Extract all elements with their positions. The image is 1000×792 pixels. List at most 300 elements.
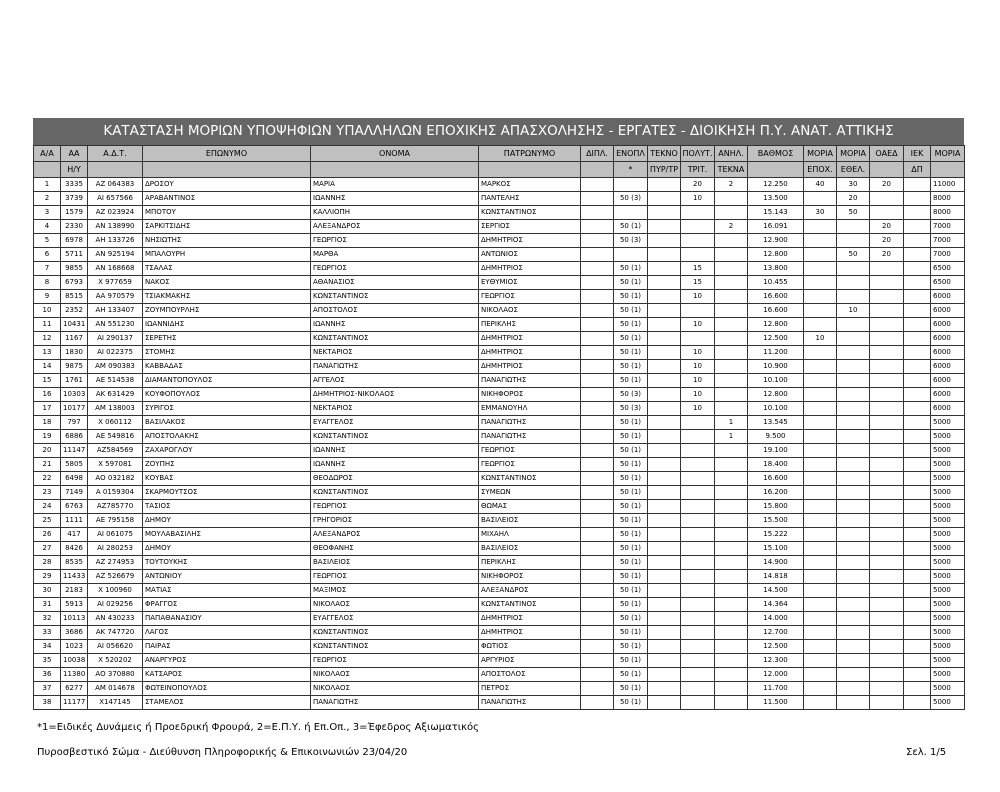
cell-moria-ethel <box>837 514 870 528</box>
page-number: Σελ. 1/5 <box>906 747 947 758</box>
cell-polyt <box>681 668 715 682</box>
cell-surname: ΝΗΣΙΩΤΗΣ <box>143 234 311 248</box>
cell-dipl <box>581 514 614 528</box>
cell-vathmos: 10.900 <box>748 360 804 374</box>
cell-moria-epox <box>804 514 837 528</box>
cell-oaed <box>870 458 904 472</box>
cell-aa: 11 <box>34 318 61 332</box>
cell-moria-ethel <box>837 388 870 402</box>
cell-surname: ΔΗΜΟΥ <box>143 514 311 528</box>
cell-oaed <box>870 570 904 584</box>
cell-vathmos: 12.300 <box>748 654 804 668</box>
cell-aa: 33 <box>34 626 61 640</box>
col-subheader-polyt: ΤΡΙΤ. <box>681 162 715 178</box>
cell-aa-hy: 1167 <box>61 332 88 346</box>
cell-moria-epox <box>804 234 837 248</box>
cell-aa: 6 <box>34 248 61 262</box>
cell-dipl <box>581 192 614 206</box>
cell-aa: 1 <box>34 178 61 192</box>
cell-patronymic: ΜΑΡΚΟΣ <box>479 178 581 192</box>
cell-aa: 3 <box>34 206 61 220</box>
cell-patronymic: ΘΩΜΑΣ <box>479 500 581 514</box>
cell-aa: 35 <box>34 654 61 668</box>
table-body <box>34 178 965 710</box>
cell-oaed <box>870 626 904 640</box>
cell-polyt: 10 <box>681 346 715 360</box>
cell-aa: 4 <box>34 220 61 234</box>
cell-tekno-pyr <box>648 276 681 290</box>
cell-surname: ΚΑΤΣΑΡΟΣ <box>143 668 311 682</box>
cell-surname: ΠΑΙΡΑΣ <box>143 640 311 654</box>
cell-vathmos: 12.000 <box>748 668 804 682</box>
col-subheader-moria-ethel: ΕΘΕΛ. <box>837 162 870 178</box>
cell-anil <box>715 248 748 262</box>
cell-adt: ΑΙ 290137 <box>88 332 143 346</box>
cell-moria: 5000 <box>931 472 965 486</box>
cell-patronymic: ΑΛΕΞΑΝΔΡΟΣ <box>479 584 581 598</box>
cell-aa-hy: 7149 <box>61 486 88 500</box>
cell-aa-hy: 10303 <box>61 388 88 402</box>
cell-enopl: 50 (1) <box>614 528 648 542</box>
cell-enopl: 50 (1) <box>614 430 648 444</box>
cell-moria: 5000 <box>931 654 965 668</box>
cell-enopl: 50 (1) <box>614 304 648 318</box>
col-header-moria: ΜΟΡΙΑ <box>931 146 965 162</box>
cell-vathmos: 18.400 <box>748 458 804 472</box>
cell-vathmos: 11.500 <box>748 696 804 710</box>
col-header-aa-hy: ΑΑ <box>61 146 88 162</box>
cell-moria-ethel <box>837 640 870 654</box>
cell-patronymic: ΓΕΩΡΓΙΟΣ <box>479 444 581 458</box>
col-header-anil: ΑΝΗΛ. <box>715 146 748 162</box>
cell-name: ΓΕΩΡΓΙΟΣ <box>311 654 479 668</box>
cell-tekno-pyr <box>648 332 681 346</box>
cell-iek <box>904 360 931 374</box>
cell-aa-hy: 11177 <box>61 696 88 710</box>
cell-moria-epox <box>804 626 837 640</box>
cell-iek <box>904 318 931 332</box>
cell-iek <box>904 682 931 696</box>
cell-dipl <box>581 234 614 248</box>
cell-enopl: 50 (1) <box>614 542 648 556</box>
cell-oaed: 20 <box>870 220 904 234</box>
cell-dipl <box>581 444 614 458</box>
cell-aa: 38 <box>34 696 61 710</box>
header-row-top <box>34 146 965 162</box>
cell-enopl: 50 (1) <box>614 416 648 430</box>
cell-moria-ethel <box>837 556 870 570</box>
cell-enopl: 50 (1) <box>614 654 648 668</box>
cell-enopl: 50 (1) <box>614 640 648 654</box>
cell-tekno-pyr <box>648 416 681 430</box>
cell-adt: Α 0159304 <box>88 486 143 500</box>
cell-oaed <box>870 192 904 206</box>
cell-adt: ΑΙ 029256 <box>88 598 143 612</box>
cell-aa-hy: 2183 <box>61 584 88 598</box>
cell-adt: ΑΖ 526679 <box>88 570 143 584</box>
cell-patronymic: ΝΙΚΟΛΑΟΣ <box>479 304 581 318</box>
cell-name: ΜΑΞΙΜΟΣ <box>311 584 479 598</box>
cell-moria-epox <box>804 388 837 402</box>
cell-aa: 28 <box>34 556 61 570</box>
cell-oaed: 20 <box>870 178 904 192</box>
cell-surname: ΤΑΣΙΟΣ <box>143 500 311 514</box>
cell-moria-ethel <box>837 374 870 388</box>
cell-name: ΕΥΑΓΓΕΛΟΣ <box>311 416 479 430</box>
table-row <box>34 584 965 598</box>
cell-patronymic: ΠΕΡΙΚΛΗΣ <box>479 318 581 332</box>
cell-dipl <box>581 402 614 416</box>
cell-adt: ΑΙ 056620 <box>88 640 143 654</box>
cell-iek <box>904 178 931 192</box>
cell-aa: 32 <box>34 612 61 626</box>
cell-aa: 12 <box>34 332 61 346</box>
cell-adt: ΑΗ 133407 <box>88 304 143 318</box>
cell-moria-ethel <box>837 458 870 472</box>
cell-name: ΙΩΑΝΝΗΣ <box>311 318 479 332</box>
cell-dipl <box>581 388 614 402</box>
cell-iek <box>904 556 931 570</box>
cell-dipl <box>581 360 614 374</box>
cell-vathmos: 14.900 <box>748 556 804 570</box>
cell-iek <box>904 402 931 416</box>
cell-vathmos: 12.500 <box>748 640 804 654</box>
cell-surname: ΔΗΜΟΥ <box>143 542 311 556</box>
cell-moria-ethel <box>837 584 870 598</box>
cell-oaed <box>870 346 904 360</box>
cell-patronymic: ΔΗΜΗΤΡΙΟΣ <box>479 626 581 640</box>
cell-moria-ethel <box>837 612 870 626</box>
table-row <box>34 304 965 318</box>
cell-anil <box>715 374 748 388</box>
cell-iek <box>904 290 931 304</box>
table-row <box>34 416 965 430</box>
cell-enopl: 50 (1) <box>614 444 648 458</box>
cell-surname: ΤΣΑΛΑΣ <box>143 262 311 276</box>
cell-tekno-pyr <box>648 248 681 262</box>
cell-anil <box>715 626 748 640</box>
cell-tekno-pyr <box>648 654 681 668</box>
cell-aa-hy: 6793 <box>61 276 88 290</box>
points-table-sheet <box>33 118 964 710</box>
cell-anil: 2 <box>715 178 748 192</box>
cell-iek <box>904 332 931 346</box>
cell-moria-ethel <box>837 332 870 346</box>
cell-enopl: 50 (1) <box>614 360 648 374</box>
cell-adt: ΑΚ 747720 <box>88 626 143 640</box>
cell-moria: 5000 <box>931 570 965 584</box>
cell-oaed <box>870 598 904 612</box>
cell-aa: 2 <box>34 192 61 206</box>
cell-name: ΝΕΚΤΑΡΙΟΣ <box>311 346 479 360</box>
cell-moria-ethel <box>837 528 870 542</box>
cell-oaed <box>870 360 904 374</box>
cell-vathmos: 12.800 <box>748 248 804 262</box>
col-header-enopl: ΕΝΟΠΛ <box>614 146 648 162</box>
cell-surname: ΝΑΚΟΣ <box>143 276 311 290</box>
cell-vathmos: 10.100 <box>748 402 804 416</box>
cell-vathmos: 14.000 <box>748 612 804 626</box>
cell-oaed <box>870 640 904 654</box>
cell-enopl: 50 (1) <box>614 332 648 346</box>
table-row <box>34 234 965 248</box>
cell-iek <box>904 570 931 584</box>
col-subheader-vathmos <box>748 162 804 178</box>
cell-patronymic: ΔΗΜΗΤΡΙΟΣ <box>479 332 581 346</box>
cell-vathmos: 19.100 <box>748 444 804 458</box>
cell-adt: ΑΟ 370880 <box>88 668 143 682</box>
cell-surname: ΣΥΡΙΓΟΣ <box>143 402 311 416</box>
cell-dipl <box>581 682 614 696</box>
cell-adt: ΑΝ 168668 <box>88 262 143 276</box>
cell-enopl: 50 (1) <box>614 696 648 710</box>
cell-polyt: 10 <box>681 192 715 206</box>
cell-moria-ethel <box>837 486 870 500</box>
cell-moria: 5000 <box>931 696 965 710</box>
cell-moria: 6000 <box>931 346 965 360</box>
cell-iek <box>904 626 931 640</box>
cell-name: ΚΩΝΣΤΑΝΤΙΝΟΣ <box>311 626 479 640</box>
cell-patronymic: ΠΑΝΑΓΙΩΤΗΣ <box>479 416 581 430</box>
cell-vathmos: 12.900 <box>748 234 804 248</box>
cell-oaed <box>870 304 904 318</box>
cell-dipl <box>581 248 614 262</box>
table-row <box>34 332 965 346</box>
cell-vathmos: 11.200 <box>748 346 804 360</box>
cell-aa-hy: 8515 <box>61 290 88 304</box>
cell-anil: 2 <box>715 220 748 234</box>
cell-polyt <box>681 528 715 542</box>
cell-dipl <box>581 472 614 486</box>
table-row <box>34 626 965 640</box>
cell-moria-epox <box>804 696 837 710</box>
cell-moria: 6500 <box>931 262 965 276</box>
cell-aa: 34 <box>34 640 61 654</box>
cell-enopl: 50 (1) <box>614 374 648 388</box>
cell-moria-ethel <box>837 220 870 234</box>
table-row <box>34 248 965 262</box>
cell-iek <box>904 696 931 710</box>
cell-aa-hy: 2352 <box>61 304 88 318</box>
cell-aa: 19 <box>34 430 61 444</box>
cell-tekno-pyr <box>648 220 681 234</box>
cell-vathmos: 15.222 <box>748 528 804 542</box>
header-row-bottom <box>34 162 965 178</box>
cell-aa-hy: 3686 <box>61 626 88 640</box>
cell-moria-ethel <box>837 696 870 710</box>
cell-aa: 26 <box>34 528 61 542</box>
cell-oaed <box>870 416 904 430</box>
cell-anil <box>715 654 748 668</box>
cell-name: ΜΑΡΘΑ <box>311 248 479 262</box>
cell-aa-hy: 11433 <box>61 570 88 584</box>
cell-polyt <box>681 206 715 220</box>
cell-moria: 6000 <box>931 388 965 402</box>
cell-moria: 5000 <box>931 612 965 626</box>
cell-adt: ΑΜ 090383 <box>88 360 143 374</box>
cell-oaed: 20 <box>870 234 904 248</box>
cell-surname: ΒΑΣΙΛΑΚΟΣ <box>143 416 311 430</box>
cell-moria-epox <box>804 682 837 696</box>
cell-anil <box>715 192 748 206</box>
cell-aa: 18 <box>34 416 61 430</box>
cell-vathmos: 15.500 <box>748 514 804 528</box>
table-row <box>34 528 965 542</box>
cell-enopl: 50 (1) <box>614 612 648 626</box>
cell-moria-epox <box>804 248 837 262</box>
cell-adt: ΑΙ 061075 <box>88 528 143 542</box>
cell-polyt: 10 <box>681 388 715 402</box>
cell-enopl: 50 (1) <box>614 220 648 234</box>
table-row <box>34 276 965 290</box>
cell-oaed: 20 <box>870 248 904 262</box>
cell-aa-hy: 9875 <box>61 360 88 374</box>
cell-patronymic: ΔΗΜΗΤΡΙΟΣ <box>479 346 581 360</box>
cell-iek <box>904 500 931 514</box>
cell-moria-ethel <box>837 570 870 584</box>
table-row <box>34 570 965 584</box>
cell-anil <box>715 500 748 514</box>
cell-tekno-pyr <box>648 584 681 598</box>
col-subheader-oaed <box>870 162 904 178</box>
cell-vathmos: 15.800 <box>748 500 804 514</box>
cell-vathmos: 14.500 <box>748 584 804 598</box>
cell-polyt <box>681 500 715 514</box>
cell-vathmos: 16.600 <box>748 304 804 318</box>
cell-aa: 31 <box>34 598 61 612</box>
cell-name: ΓΡΗΓΟΡΙΟΣ <box>311 514 479 528</box>
cell-enopl: 50 (1) <box>614 346 648 360</box>
table-row <box>34 178 965 192</box>
cell-dipl <box>581 178 614 192</box>
cell-tekno-pyr <box>648 458 681 472</box>
cell-enopl: 50 (1) <box>614 290 648 304</box>
cell-vathmos: 16.200 <box>748 486 804 500</box>
cell-oaed <box>870 696 904 710</box>
cell-aa: 14 <box>34 360 61 374</box>
cell-aa-hy: 6886 <box>61 430 88 444</box>
cell-moria-ethel: 30 <box>837 178 870 192</box>
table-row <box>34 696 965 710</box>
cell-oaed <box>870 682 904 696</box>
cell-moria: 7000 <box>931 234 965 248</box>
cell-vathmos: 12.700 <box>748 626 804 640</box>
cell-polyt <box>681 682 715 696</box>
cell-moria-ethel <box>837 234 870 248</box>
cell-anil <box>715 486 748 500</box>
cell-tekno-pyr <box>648 430 681 444</box>
cell-surname: ΣΤΑΜΕΛΟΣ <box>143 696 311 710</box>
cell-dipl <box>581 262 614 276</box>
cell-polyt: 10 <box>681 290 715 304</box>
cell-enopl: 50 (1) <box>614 486 648 500</box>
cell-surname: ΖΟΥΜΠΟΥΡΛΗΣ <box>143 304 311 318</box>
cell-moria: 6500 <box>931 276 965 290</box>
cell-name: ΙΩΑΝΝΗΣ <box>311 444 479 458</box>
cell-moria-ethel <box>837 444 870 458</box>
cell-anil <box>715 598 748 612</box>
cell-vathmos: 9.500 <box>748 430 804 444</box>
cell-polyt <box>681 626 715 640</box>
cell-aa: 9 <box>34 290 61 304</box>
table-row <box>34 430 965 444</box>
cell-iek <box>904 304 931 318</box>
cell-patronymic: ΜΙΧΑΗΛ <box>479 528 581 542</box>
cell-patronymic: ΚΩΝΣΤΑΝΤΙΝΟΣ <box>479 206 581 220</box>
cell-adt: ΑΝ 138990 <box>88 220 143 234</box>
cell-iek <box>904 416 931 430</box>
cell-tekno-pyr <box>648 318 681 332</box>
cell-adt: ΑΟ 032182 <box>88 472 143 486</box>
cell-dipl <box>581 318 614 332</box>
cell-moria-ethel <box>837 276 870 290</box>
cell-dipl <box>581 612 614 626</box>
cell-moria-ethel: 50 <box>837 248 870 262</box>
cell-tekno-pyr <box>648 500 681 514</box>
cell-dipl <box>581 290 614 304</box>
cell-oaed <box>870 528 904 542</box>
cell-moria-epox <box>804 640 837 654</box>
cell-enopl: 50 (1) <box>614 668 648 682</box>
cell-aa-hy: 1830 <box>61 346 88 360</box>
cell-enopl: 50 (1) <box>614 500 648 514</box>
cell-iek <box>904 458 931 472</box>
cell-moria: 5000 <box>931 514 965 528</box>
cell-adt: ΑΕ 549816 <box>88 430 143 444</box>
cell-name: ΑΘΑΝΑΣΙΟΣ <box>311 276 479 290</box>
cell-patronymic: ΠΑΝΤΕΛΗΣ <box>479 192 581 206</box>
cell-aa-hy: 2330 <box>61 220 88 234</box>
cell-aa: 10 <box>34 304 61 318</box>
cell-iek <box>904 612 931 626</box>
col-subheader-moria <box>931 162 965 178</box>
table-row <box>34 668 965 682</box>
cell-moria-epox <box>804 472 837 486</box>
cell-patronymic: ΠΑΝΑΓΙΩΤΗΣ <box>479 430 581 444</box>
cell-tekno-pyr <box>648 542 681 556</box>
cell-anil <box>715 444 748 458</box>
cell-tekno-pyr <box>648 570 681 584</box>
cell-moria: 6000 <box>931 374 965 388</box>
cell-tekno-pyr <box>648 682 681 696</box>
cell-oaed <box>870 486 904 500</box>
cell-moria: 5000 <box>931 668 965 682</box>
cell-moria-ethel <box>837 416 870 430</box>
cell-enopl: 50 (3) <box>614 402 648 416</box>
cell-moria-epox <box>804 486 837 500</box>
cell-polyt <box>681 570 715 584</box>
cell-name: ΒΑΣΙΛΕΙΟΣ <box>311 556 479 570</box>
cell-moria: 5000 <box>931 542 965 556</box>
cell-dipl <box>581 416 614 430</box>
cell-oaed <box>870 542 904 556</box>
cell-enopl: 50 (1) <box>614 584 648 598</box>
cell-moria-ethel <box>837 346 870 360</box>
cell-name: ΓΕΩΡΓΙΟΣ <box>311 500 479 514</box>
cell-dipl <box>581 570 614 584</box>
cell-aa-hy: 10431 <box>61 318 88 332</box>
cell-moria: 6000 <box>931 332 965 346</box>
cell-moria-ethel <box>837 430 870 444</box>
cell-aa: 24 <box>34 500 61 514</box>
table-row <box>34 514 965 528</box>
cell-moria-epox <box>804 192 837 206</box>
cell-patronymic: ΔΗΜΗΤΡΙΟΣ <box>479 612 581 626</box>
table-row <box>34 612 965 626</box>
cell-polyt <box>681 248 715 262</box>
cell-aa-hy: 6763 <box>61 500 88 514</box>
cell-vathmos: 16.600 <box>748 290 804 304</box>
